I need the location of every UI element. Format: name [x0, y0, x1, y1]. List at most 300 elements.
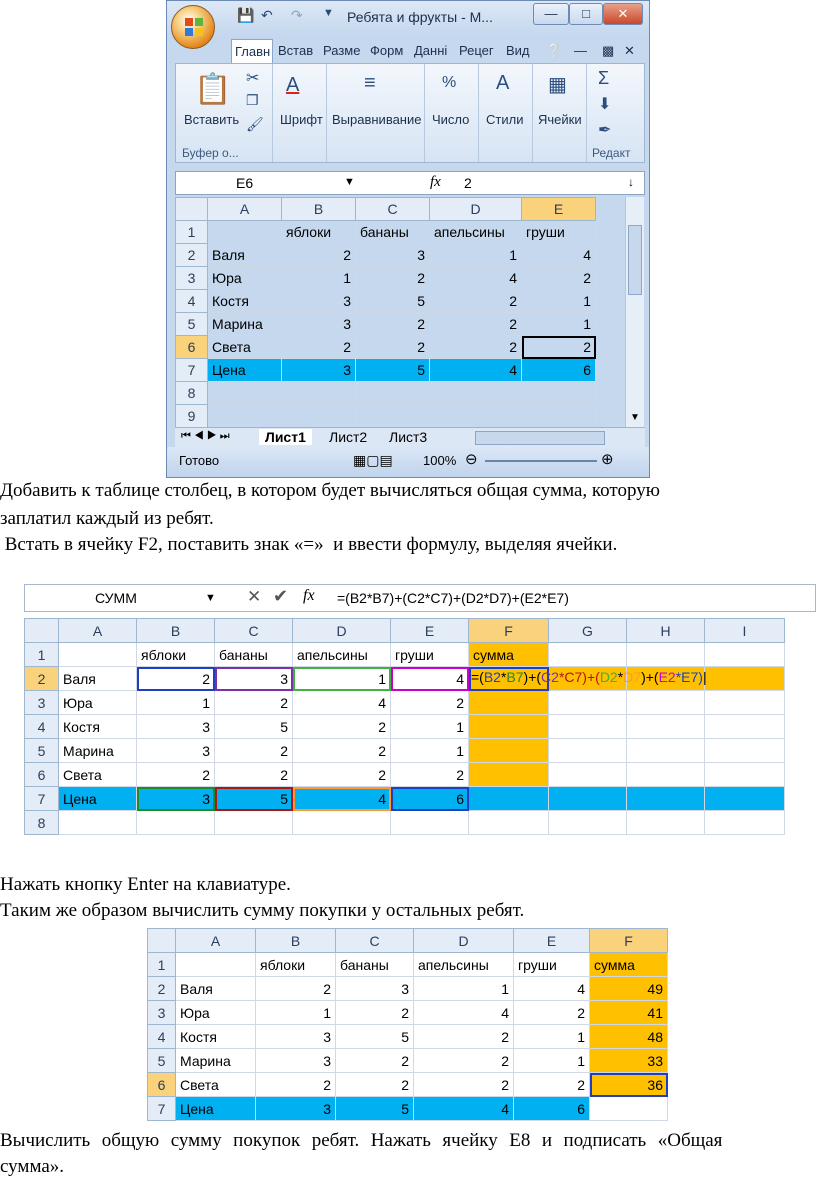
column-header[interactable]: B: [256, 929, 336, 953]
select-all-corner[interactable]: [148, 929, 176, 953]
cell[interactable]: 2: [282, 244, 356, 267]
cell[interactable]: [293, 811, 391, 835]
cell[interactable]: 4: [430, 359, 522, 382]
cell[interactable]: апельсины: [414, 953, 514, 977]
formula-token: D2: [599, 669, 618, 685]
column-header[interactable]: D: [293, 619, 391, 643]
cell[interactable]: Цена: [176, 1097, 256, 1121]
save-icon[interactable]: 💾: [237, 7, 255, 23]
percent-icon[interactable]: %: [442, 74, 457, 91]
ribbon-minimize-icon[interactable]: —: [574, 43, 587, 58]
cell[interactable]: 1: [522, 313, 596, 336]
column-header[interactable]: C: [336, 929, 414, 953]
cell[interactable]: 2: [256, 1073, 336, 1097]
cell[interactable]: 3: [336, 977, 414, 1001]
name-box-2[interactable]: СУММ: [95, 590, 137, 606]
cell[interactable]: 4: [293, 691, 391, 715]
cell[interactable]: 2: [336, 1049, 414, 1073]
row-header[interactable]: 2: [148, 977, 176, 1001]
cell[interactable]: 2: [336, 1073, 414, 1097]
cell[interactable]: [705, 763, 785, 787]
cell[interactable]: 2: [137, 763, 215, 787]
alignment-button[interactable]: Выравнивание: [332, 112, 422, 127]
row-header[interactable]: 1: [25, 643, 59, 667]
formula-input-2[interactable]: =(B2*B7)+(C2*C7)+(D2*D7)+(E2*E7): [337, 590, 569, 606]
column-header[interactable]: E: [514, 929, 590, 953]
undo-icon[interactable]: ↶: [261, 7, 273, 23]
cell[interactable]: 6: [391, 787, 469, 811]
cell[interactable]: 2: [414, 1025, 514, 1049]
cell[interactable]: [430, 405, 522, 428]
cell[interactable]: 3: [137, 715, 215, 739]
cell[interactable]: 2: [391, 763, 469, 787]
cell[interactable]: [469, 667, 707, 691]
cell[interactable]: [705, 787, 785, 811]
expand-formula-icon[interactable]: ↓: [628, 175, 634, 189]
cell[interactable]: Цена: [208, 359, 282, 382]
cell[interactable]: [627, 763, 705, 787]
column-header[interactable]: D: [430, 198, 522, 221]
cell[interactable]: Юра: [59, 691, 137, 715]
cell[interactable]: груши: [522, 221, 596, 244]
text-cursor: |: [702, 669, 707, 685]
cell[interactable]: 3: [282, 313, 356, 336]
cell[interactable]: 3: [137, 787, 215, 811]
cell[interactable]: 4: [430, 267, 522, 290]
instruction-3: Нажать кнопку Enter на клавиатуре.: [0, 874, 291, 895]
cell[interactable]: 2: [430, 313, 522, 336]
cell[interactable]: Марина: [208, 313, 282, 336]
cell[interactable]: Света: [176, 1073, 256, 1097]
cell[interactable]: [627, 811, 705, 835]
cell[interactable]: 3: [256, 1097, 336, 1121]
formula-token: C2: [541, 669, 559, 685]
row-header[interactable]: 6: [176, 336, 208, 359]
cell[interactable]: [705, 643, 785, 667]
ribbon-close-icon[interactable]: ✕: [624, 43, 635, 58]
cells-group: [534, 64, 587, 162]
cell[interactable]: 3: [137, 739, 215, 763]
enter-icon[interactable]: ✔: [273, 586, 289, 606]
cell[interactable]: [208, 405, 282, 428]
ribbon-restore-icon[interactable]: ▩: [602, 43, 615, 58]
office-logo-icon: [185, 18, 203, 36]
table-row: [25, 667, 785, 691]
select-all-corner[interactable]: [25, 619, 59, 643]
qat-menu-icon[interactable]: ▼: [323, 7, 334, 19]
autosum-icon[interactable]: Σ: [598, 68, 610, 88]
styles-button[interactable]: Стили: [486, 112, 524, 127]
column-header[interactable]: C: [356, 198, 430, 221]
cell[interactable]: [705, 691, 785, 715]
column-header[interactable]: B: [282, 198, 356, 221]
cell[interactable]: 3: [256, 1049, 336, 1073]
cell[interactable]: Света: [208, 336, 282, 359]
cell[interactable]: 1: [256, 1001, 336, 1025]
styles-icon[interactable]: A: [496, 72, 510, 94]
cell[interactable]: сумма: [469, 643, 549, 667]
formula-token: B7: [506, 669, 524, 685]
formula-token: =(: [471, 669, 484, 685]
close-button[interactable]: ✕: [603, 3, 643, 25]
column-header[interactable]: B: [137, 619, 215, 643]
cell[interactable]: 1: [414, 977, 514, 1001]
cell[interactable]: 3: [215, 667, 293, 691]
font-button[interactable]: Шрифт: [280, 112, 323, 127]
tab-view[interactable]: Вид: [506, 43, 530, 58]
cell[interactable]: [59, 811, 137, 835]
excel-window-3: [147, 928, 671, 1124]
cell[interactable]: 4: [514, 977, 590, 1001]
cell[interactable]: 33: [590, 1049, 668, 1073]
cell[interactable]: бананы: [336, 953, 414, 977]
cell[interactable]: 4: [414, 1001, 514, 1025]
cell[interactable]: 2: [215, 691, 293, 715]
cells-icon[interactable]: ▦: [548, 74, 567, 96]
select-all-corner[interactable]: [176, 198, 208, 221]
row-header[interactable]: 8: [25, 811, 59, 835]
cell[interactable]: Юра: [208, 267, 282, 290]
copy-icon[interactable]: ❐: [246, 92, 259, 108]
cell[interactable]: [522, 405, 596, 428]
cell[interactable]: 4: [391, 667, 469, 691]
instruction-2: Встать в ячейку F2, поставить знак «=» и ввести формулу, выделяя ячейки.: [0, 534, 618, 555]
clipboard-group: [176, 64, 273, 162]
cell[interactable]: 36: [590, 1073, 668, 1097]
cell[interactable]: [549, 715, 627, 739]
row-header[interactable]: 4: [25, 715, 59, 739]
cell[interactable]: [208, 221, 282, 244]
cell[interactable]: Валя: [208, 244, 282, 267]
cell[interactable]: [590, 1097, 668, 1121]
cell[interactable]: [356, 405, 430, 428]
scroll-down-icon[interactable]: ▼: [630, 412, 640, 423]
cell[interactable]: 1: [514, 1049, 590, 1073]
number-button[interactable]: Число: [432, 112, 470, 127]
cell[interactable]: [549, 691, 627, 715]
cell[interactable]: Марина: [176, 1049, 256, 1073]
cell[interactable]: 3: [356, 244, 430, 267]
cell[interactable]: 2: [391, 691, 469, 715]
cell[interactable]: яблоки: [282, 221, 356, 244]
cell[interactable]: [208, 382, 282, 405]
formula-input[interactable]: 2: [464, 175, 472, 191]
cell[interactable]: 1: [514, 1025, 590, 1049]
row-header[interactable]: 3: [25, 691, 59, 715]
cell[interactable]: [627, 739, 705, 763]
name-box-dropdown-icon-2[interactable]: ▼: [205, 592, 216, 604]
function-icon-2[interactable]: fx: [303, 587, 315, 604]
cell[interactable]: 3: [256, 1025, 336, 1049]
tab-insert[interactable]: Встав: [278, 43, 314, 58]
number-group: [426, 64, 479, 162]
table-row: [25, 811, 785, 835]
cell[interactable]: 1: [391, 715, 469, 739]
styles-group: [480, 64, 533, 162]
row-header[interactable]: 1: [148, 953, 176, 977]
sheet-nav-icon[interactable]: ⏮ ◀ ▶ ⏭: [181, 430, 230, 442]
cell[interactable]: [705, 811, 785, 835]
cell[interactable]: 2: [282, 336, 356, 359]
cell[interactable]: Костя: [59, 715, 137, 739]
cell[interactable]: [549, 787, 627, 811]
column-header[interactable]: E: [522, 198, 596, 221]
row-header[interactable]: 9: [176, 405, 208, 428]
cell[interactable]: Марина: [59, 739, 137, 763]
cell[interactable]: Валя: [59, 667, 137, 691]
cell[interactable]: [627, 715, 705, 739]
cell[interactable]: [176, 953, 256, 977]
align-icon[interactable]: ≡: [364, 72, 376, 94]
cell[interactable]: Света: [59, 763, 137, 787]
vertical-scrollbar[interactable]: [625, 197, 644, 427]
row-header[interactable]: 6: [25, 763, 59, 787]
horizontal-scrollbar[interactable]: [475, 431, 605, 445]
table-row: [176, 267, 596, 290]
cell[interactable]: апельсины: [430, 221, 522, 244]
sheet-grid-1: [175, 197, 625, 427]
zoom-in-icon[interactable]: ⊕: [601, 451, 614, 468]
cell[interactable]: 6: [514, 1097, 590, 1121]
column-header[interactable]: H: [627, 619, 705, 643]
row-header[interactable]: 4: [148, 1025, 176, 1049]
cell[interactable]: бананы: [356, 221, 430, 244]
tab-review[interactable]: Рецег: [459, 43, 494, 58]
quick-access-toolbar: [227, 7, 337, 31]
cell[interactable]: 2: [215, 739, 293, 763]
ribbon-tabs: [227, 39, 647, 63]
zoom-level: 100%: [423, 453, 457, 468]
cell[interactable]: 2: [522, 336, 596, 359]
table-row: [148, 953, 668, 977]
cell[interactable]: 1: [293, 667, 391, 691]
zoom-slider[interactable]: [485, 460, 597, 462]
sheet-tab-1[interactable]: Лист1: [259, 429, 312, 445]
cell[interactable]: [282, 382, 356, 405]
cell[interactable]: 2: [215, 763, 293, 787]
name-box[interactable]: E6: [236, 175, 254, 191]
cell[interactable]: [282, 405, 356, 428]
cell[interactable]: [356, 382, 430, 405]
cell[interactable]: [59, 643, 137, 667]
column-header[interactable]: C: [215, 619, 293, 643]
column-header[interactable]: G: [549, 619, 627, 643]
table-row: [25, 739, 785, 763]
cell[interactable]: [549, 643, 627, 667]
scroll-thumb[interactable]: [628, 225, 642, 295]
row-header[interactable]: 4: [176, 290, 208, 313]
cell[interactable]: 2: [293, 715, 391, 739]
cell[interactable]: [627, 691, 705, 715]
font-color-icon[interactable]: A: [286, 74, 300, 96]
paste-button[interactable]: Вставить: [184, 112, 240, 127]
cell[interactable]: 2: [293, 763, 391, 787]
help-icon[interactable]: ❔: [546, 43, 563, 58]
cell[interactable]: [469, 811, 549, 835]
cell[interactable]: 3: [282, 359, 356, 382]
sheet-grid-3: [147, 928, 668, 1121]
status-bar: [167, 447, 649, 477]
column-header[interactable]: A: [208, 198, 282, 221]
cell[interactable]: сумма: [590, 953, 668, 977]
cell[interactable]: 1: [137, 691, 215, 715]
cell[interactable]: апельсины: [293, 643, 391, 667]
column-header[interactable]: F: [469, 619, 549, 643]
column-header[interactable]: D: [414, 929, 514, 953]
cell[interactable]: 2: [522, 267, 596, 290]
cell[interactable]: 5: [356, 290, 430, 313]
zoom-out-icon[interactable]: ⊖: [465, 451, 478, 468]
cell[interactable]: [215, 811, 293, 835]
cell[interactable]: 4: [522, 244, 596, 267]
format-painter-icon[interactable]: 🖌: [246, 116, 264, 132]
cell[interactable]: 1: [391, 739, 469, 763]
column-header[interactable]: F: [590, 929, 668, 953]
cell[interactable]: Цена: [59, 787, 137, 811]
tab-page-layout[interactable]: Разме: [323, 43, 361, 58]
column-header[interactable]: I: [705, 619, 785, 643]
sheet-tab-3[interactable]: Лист3: [389, 429, 428, 445]
row-header[interactable]: 7: [25, 787, 59, 811]
cut-icon[interactable]: ✂: [246, 70, 260, 87]
cell[interactable]: [469, 763, 549, 787]
cell[interactable]: 6: [522, 359, 596, 382]
cell[interactable]: бананы: [215, 643, 293, 667]
maximize-button[interactable]: □: [569, 3, 603, 25]
cell[interactable]: 2: [356, 336, 430, 359]
sheet-tab-2[interactable]: Лист2: [329, 429, 368, 445]
cell[interactable]: 2: [356, 267, 430, 290]
cell[interactable]: 5: [336, 1025, 414, 1049]
cell[interactable]: [705, 739, 785, 763]
cell[interactable]: [469, 715, 549, 739]
cell[interactable]: 1: [430, 244, 522, 267]
cell[interactable]: яблоки: [256, 953, 336, 977]
row-header[interactable]: 2: [176, 244, 208, 267]
minimize-button[interactable]: —: [533, 3, 569, 25]
cell[interactable]: [627, 643, 705, 667]
cell[interactable]: 2: [430, 336, 522, 359]
cell[interactable]: 2: [256, 977, 336, 1001]
cell[interactable]: 4: [293, 787, 391, 811]
table-row: [148, 1001, 668, 1025]
cancel-icon[interactable]: ✕: [247, 587, 262, 606]
row-header[interactable]: 7: [176, 359, 208, 382]
tab-formulas[interactable]: Форм: [370, 43, 404, 58]
cell[interactable]: Костя: [208, 290, 282, 313]
table-row: [176, 405, 596, 428]
cell[interactable]: [391, 811, 469, 835]
cell[interactable]: 5: [356, 359, 430, 382]
row-header[interactable]: 3: [176, 267, 208, 290]
cell[interactable]: 2: [414, 1049, 514, 1073]
cell[interactable]: Костя: [176, 1025, 256, 1049]
cell[interactable]: [137, 811, 215, 835]
cell[interactable]: 5: [336, 1097, 414, 1121]
row-header[interactable]: 5: [176, 313, 208, 336]
row-header[interactable]: 7: [148, 1097, 176, 1121]
cell[interactable]: 3: [282, 290, 356, 313]
row-header[interactable]: 2: [25, 667, 59, 691]
fill-icon[interactable]: ⬇: [598, 96, 612, 113]
paste-icon[interactable]: 📋: [194, 73, 232, 106]
sheet-tabs-bar: [175, 427, 645, 448]
function-icon[interactable]: fx: [430, 174, 441, 190]
cell-table: [147, 928, 668, 1121]
cell[interactable]: груши: [514, 953, 590, 977]
row-header[interactable]: 5: [148, 1049, 176, 1073]
table-row: [148, 1049, 668, 1073]
sheet-grid-2: [24, 618, 785, 835]
clear-icon[interactable]: ✒: [598, 122, 612, 139]
cell[interactable]: Валя: [176, 977, 256, 1001]
status-text: Готово: [179, 453, 220, 468]
cell[interactable]: [430, 382, 522, 405]
cell[interactable]: [549, 763, 627, 787]
cell[interactable]: 5: [215, 787, 293, 811]
office-button[interactable]: [171, 5, 215, 49]
formula-token: E2: [658, 669, 676, 685]
cell[interactable]: 2: [514, 1001, 590, 1025]
cell[interactable]: 2: [430, 290, 522, 313]
clipboard-group-label: Буфер о...: [182, 146, 239, 160]
redo-icon[interactable]: ↷: [291, 7, 303, 23]
column-header[interactable]: A: [59, 619, 137, 643]
cell[interactable]: 2: [293, 739, 391, 763]
cell[interactable]: 2: [514, 1073, 590, 1097]
cell[interactable]: Юра: [176, 1001, 256, 1025]
cell[interactable]: 1: [522, 290, 596, 313]
cell[interactable]: 2: [414, 1073, 514, 1097]
cell[interactable]: 2: [356, 313, 430, 336]
cell[interactable]: 1: [282, 267, 356, 290]
name-box-dropdown-icon[interactable]: ▼: [344, 176, 355, 188]
cell[interactable]: [705, 715, 785, 739]
row-header[interactable]: 1: [176, 221, 208, 244]
cells-button[interactable]: Ячейки: [538, 112, 582, 127]
view-buttons-icon[interactable]: ▦▢▤: [353, 452, 393, 468]
cell[interactable]: [549, 739, 627, 763]
row-header[interactable]: 8: [176, 382, 208, 405]
column-header[interactable]: E: [391, 619, 469, 643]
row-header[interactable]: 5: [25, 739, 59, 763]
formula-in-cell[interactable]: [471, 669, 707, 685]
row-header[interactable]: 6: [148, 1073, 176, 1097]
cell[interactable]: [702, 667, 785, 691]
cell[interactable]: [469, 787, 549, 811]
cell[interactable]: [627, 787, 705, 811]
formula-token: B2: [483, 669, 501, 685]
cell[interactable]: [469, 691, 549, 715]
tab-home[interactable]: Главн: [231, 39, 273, 63]
cell[interactable]: [469, 739, 549, 763]
cell[interactable]: [549, 811, 627, 835]
cell[interactable]: [522, 382, 596, 405]
cell[interactable]: 48: [590, 1025, 668, 1049]
cell[interactable]: 5: [215, 715, 293, 739]
column-header[interactable]: A: [176, 929, 256, 953]
row-header[interactable]: 3: [148, 1001, 176, 1025]
cell[interactable]: груши: [391, 643, 469, 667]
cell[interactable]: 41: [590, 1001, 668, 1025]
cell[interactable]: 2: [336, 1001, 414, 1025]
tab-data[interactable]: Данні: [414, 43, 448, 58]
table-row: [25, 763, 785, 787]
cell[interactable]: 4: [414, 1097, 514, 1121]
cell[interactable]: яблоки: [137, 643, 215, 667]
cell[interactable]: 49: [590, 977, 668, 1001]
cell[interactable]: 2: [137, 667, 215, 691]
